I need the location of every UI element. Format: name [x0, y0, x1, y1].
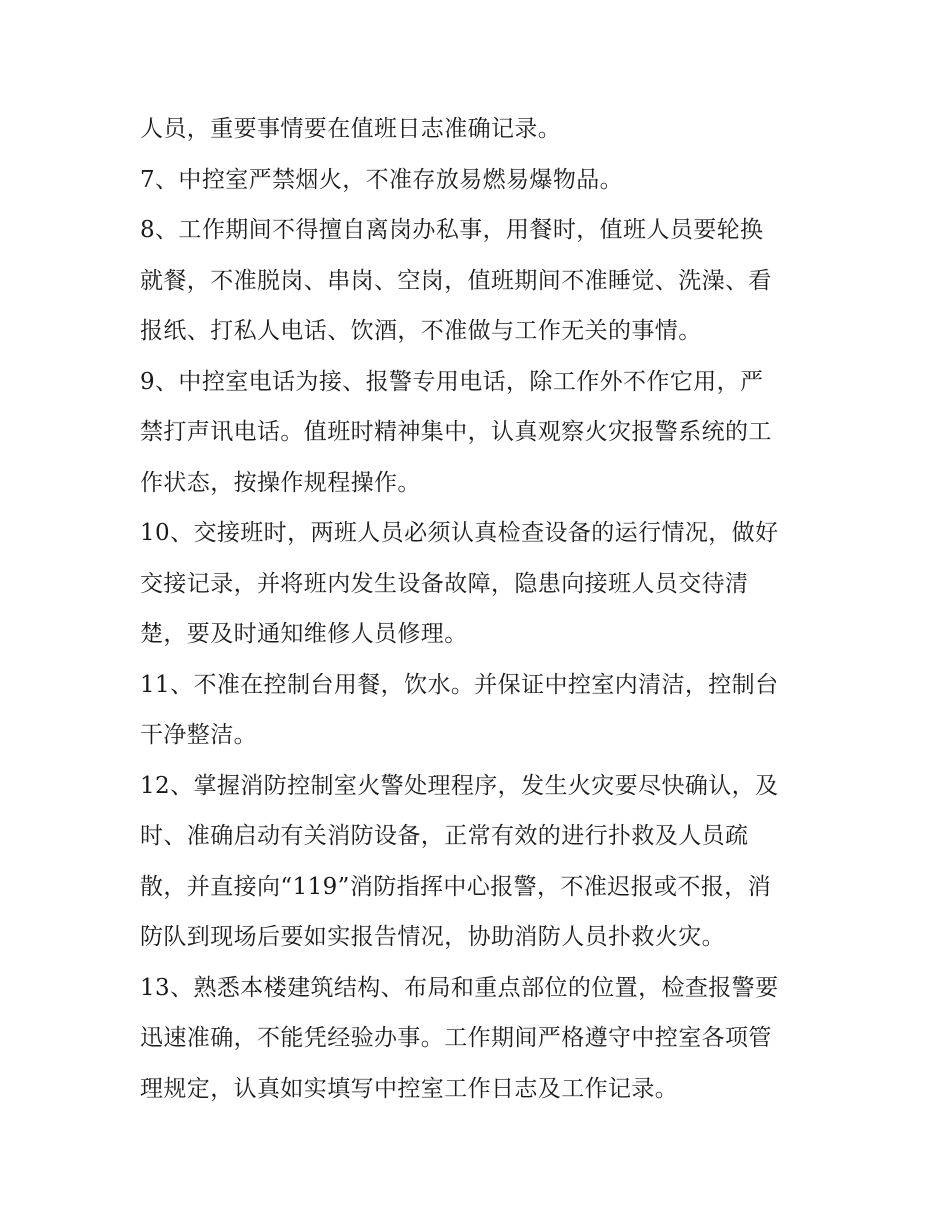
text-line: 13、熟悉本楼建筑结构、布局和重点部位的位置，检查报警要 [140, 975, 779, 1001]
text-line: 时、准确启动有关消防设备，正常有效的进行扑救及人员疏 [140, 823, 749, 849]
text-line: 8、工作期间不得擅自离岗办私事，用餐时，值班人员要轮换 [140, 217, 764, 243]
text-line: 理规定，认真如实填写中控室工作日志及工作记录。 [140, 1076, 679, 1102]
text-line: 10、交接班时，两班人员必须认真检查设备的运行情况，做好 [140, 520, 779, 546]
text-line: 楚，要及时通知维修人员修理。 [140, 621, 468, 647]
text-line: 人员，重要事情要在值班日志准确记录。 [140, 116, 562, 142]
text-line: 9、中控室电话为接、报警专用电话，除工作外不作它用，严 [140, 369, 764, 395]
text-line: 7、中控室严禁烟火，不准存放易燃易爆物品。 [140, 167, 624, 193]
text-line: 散，并直接向“119”消防指挥中心报警，不准迟报或不报，消 [140, 874, 772, 900]
text-line: 迅速准确，不能凭经验办事。工作期间严格遵守中控室各项管 [140, 1025, 772, 1051]
text-line: 防队到现场后要如实报告情况，协助消防人员扑救火灾。 [140, 924, 725, 950]
text-line: 12、掌握消防控制室火警处理程序，发生火灾要尽快确认，及 [140, 773, 779, 799]
text-line: 禁打声讯电话。值班时精神集中，认真观察火灾报警系统的工 [140, 419, 772, 445]
text-line: 就餐，不准脱岗、串岗、空岗，值班期间不准睡觉、洗澡、看 [140, 268, 772, 294]
text-line: 干净整洁。 [140, 722, 257, 748]
text-line: 作状态，按操作规程操作。 [140, 470, 421, 496]
text-line: 交接记录，并将班内发生设备故障，隐患向接班人员交待清 [140, 571, 749, 597]
text-line: 报纸、打私人电话、饮酒，不准做与工作无关的事情。 [140, 318, 702, 344]
text-line: 11、不准在控制台用餐，饮水。并保证中控室内清洁，控制台 [140, 672, 779, 698]
